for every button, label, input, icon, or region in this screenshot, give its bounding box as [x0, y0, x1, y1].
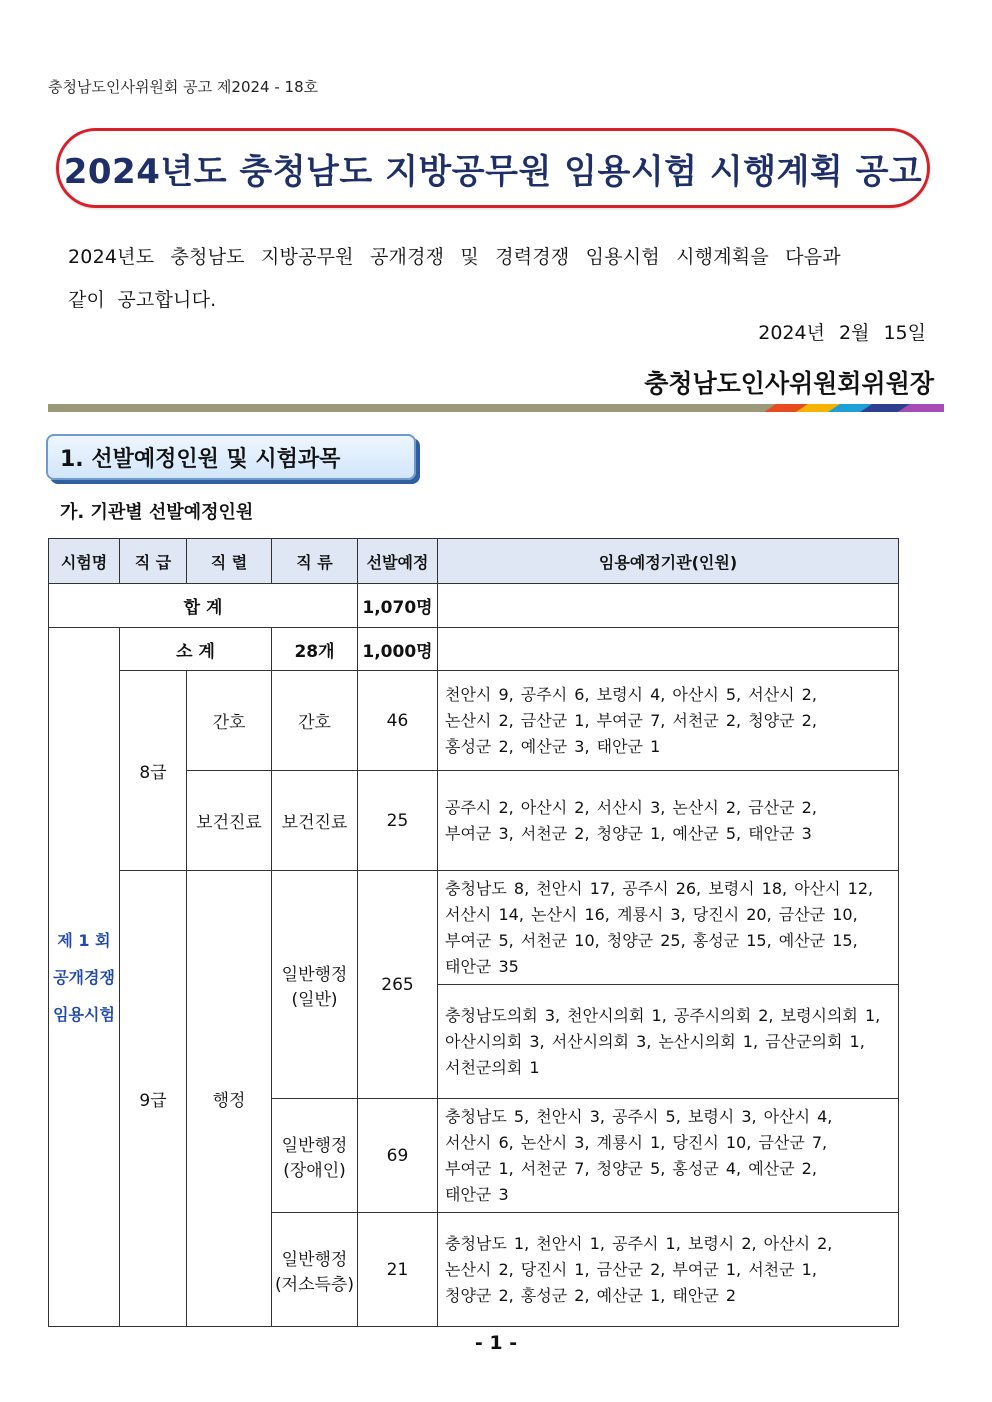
- class-cell: 보건진료: [272, 771, 358, 871]
- series-cell: 간호: [187, 671, 272, 771]
- class-cell: [272, 1213, 358, 1327]
- agencies-line: 논산시 2, 금산군 1, 부여군 7, 서천군 2, 청양군 2,: [445, 710, 817, 730]
- table-header-row: [49, 539, 899, 584]
- section-heading: 1. 선발예정인원 및 시험과목: [60, 446, 341, 472]
- agencies-line: 태안군 35: [445, 956, 519, 976]
- agencies-line: 충청남도 1, 천안시 1, 공주시 1, 보령시 2, 아산시 2,: [445, 1233, 833, 1253]
- agencies-line: 서천군의회 1: [445, 1057, 540, 1077]
- agencies-line: 부여군 3, 서천군 2, 청양군 1, 예산군 5, 태안군 3: [445, 823, 812, 843]
- total-agencies: [438, 584, 899, 628]
- class-line: 일반행정: [281, 964, 348, 985]
- count-cell: 265: [358, 871, 438, 1099]
- page-title: 2024년도 충청남도 지방공무원 임용시험 시행계획 공고: [63, 151, 923, 192]
- exam-name-line: 공개경쟁: [53, 967, 115, 987]
- subtotal-row: [49, 628, 899, 671]
- total-count: 1,070명: [358, 584, 438, 628]
- agencies-line: 홍성군 2, 예산군 3, 태안군 1: [445, 736, 661, 756]
- class-line: 일반행정: [281, 1249, 348, 1270]
- intro-line-2: 같이 공고합니다.: [68, 289, 217, 311]
- total-label: 합 계: [49, 584, 358, 628]
- subtotal-agencies: [438, 628, 899, 671]
- title-banner: [56, 128, 930, 208]
- subtotal-kinds: 28개: [272, 628, 358, 671]
- intro-line-1: 2024년도 충청남도 지방공무원 공개경쟁 및 경력경쟁 임용시험 시행계획을 다음과: [68, 246, 841, 268]
- agencies-cell: [438, 671, 899, 771]
- class-line: 일반행정: [281, 1135, 348, 1156]
- agencies-cell: [438, 985, 899, 1099]
- exam-name-line: 제 1 회: [57, 930, 111, 950]
- count-cell: 69: [358, 1099, 438, 1213]
- agencies-cell: [438, 1213, 899, 1327]
- table-row: [49, 871, 899, 985]
- agencies-cell: [438, 771, 899, 871]
- class-cell: 간호: [272, 671, 358, 771]
- agencies-line: 충청남도 5, 천안시 3, 공주시 5, 보령시 3, 아산시 4,: [445, 1106, 833, 1126]
- agencies-line: 부여군 5, 서천군 10, 청양군 25, 홍성군 15, 예산군 15,: [445, 930, 858, 950]
- recruitment-table: [48, 538, 899, 1327]
- page-number: - 1 -: [474, 1332, 518, 1354]
- header-agencies: 임용예정기관(인원): [438, 539, 899, 584]
- agencies-line: 충청남도 8, 천안시 17, 공주시 26, 보령시 18, 아산시 12,: [445, 878, 874, 898]
- header-grade: 직 급: [120, 539, 187, 584]
- signer: 충청남도인사위원회위원장: [644, 369, 934, 398]
- agencies-line: 서산시 6, 논산시 3, 계룡시 1, 당진시 10, 금산군 7,: [445, 1132, 828, 1152]
- grade-8-cell: 8급: [120, 671, 187, 871]
- count-cell: 25: [358, 771, 438, 871]
- colored-divider: [48, 404, 944, 412]
- exam-name-line: 임용시험: [53, 1004, 115, 1024]
- class-cell: [272, 1099, 358, 1213]
- class-line: (저소득층): [275, 1274, 354, 1295]
- agencies-line: 아산시의회 3, 서산시의회 3, 논산시의회 1, 금산군의회 1,: [445, 1031, 865, 1051]
- header-series: 직 렬: [187, 539, 272, 584]
- total-row: [49, 584, 899, 628]
- agencies-line: 논산시 2, 당진시 1, 금산군 2, 부여군 1, 서천군 1,: [445, 1259, 817, 1279]
- agencies-line: 공주시 2, 아산시 2, 서산시 3, 논산시 2, 금산군 2,: [445, 797, 817, 817]
- class-line: (일반): [291, 989, 338, 1010]
- header-class: 직 류: [272, 539, 358, 584]
- count-cell: 21: [358, 1213, 438, 1327]
- exam-name-cell: [49, 628, 120, 1327]
- class-cell: [272, 871, 358, 1099]
- agencies-line: 청양군 2, 홍성군 2, 예산군 1, 태안군 2: [445, 1285, 737, 1305]
- class-line: (장애인): [283, 1160, 346, 1181]
- subtotal-label: 소 계: [120, 628, 272, 671]
- grade-9-cell: 9급: [120, 871, 187, 1327]
- series-cell: 보건진료: [187, 771, 272, 871]
- agencies-line: 부여군 1, 서천군 7, 청양군 5, 홍성군 4, 예산군 2,: [445, 1158, 817, 1178]
- header-exam-name: 시험명: [49, 539, 120, 584]
- table-row: [49, 671, 899, 771]
- series-cell: 행정: [187, 871, 272, 1327]
- subsection-heading: 가. 기관별 선발예정인원: [60, 502, 254, 523]
- notice-date: 2024년 2월 15일: [758, 322, 926, 344]
- agencies-cell: [438, 1099, 899, 1213]
- agencies-line: 태안군 3: [445, 1184, 509, 1204]
- section-heading-box: [46, 434, 416, 480]
- agencies-line: 충청남도의회 3, 천안시의회 1, 공주시의회 2, 보령시의회 1,: [445, 1005, 881, 1025]
- count-cell: 46: [358, 671, 438, 771]
- header-planned: 선발예정: [358, 539, 438, 584]
- agencies-cell: [438, 871, 899, 985]
- agencies-line: 서산시 14, 논산시 16, 계룡시 3, 당진시 20, 금산군 10,: [445, 904, 858, 924]
- subtotal-count: 1,000명: [358, 628, 438, 671]
- notice-number: 충청남도인사위원회 공고 제2024 - 18호: [48, 78, 319, 96]
- intro-paragraph: [68, 236, 928, 322]
- agencies-line: 천안시 9, 공주시 6, 보령시 4, 아산시 5, 서산시 2,: [445, 684, 817, 704]
